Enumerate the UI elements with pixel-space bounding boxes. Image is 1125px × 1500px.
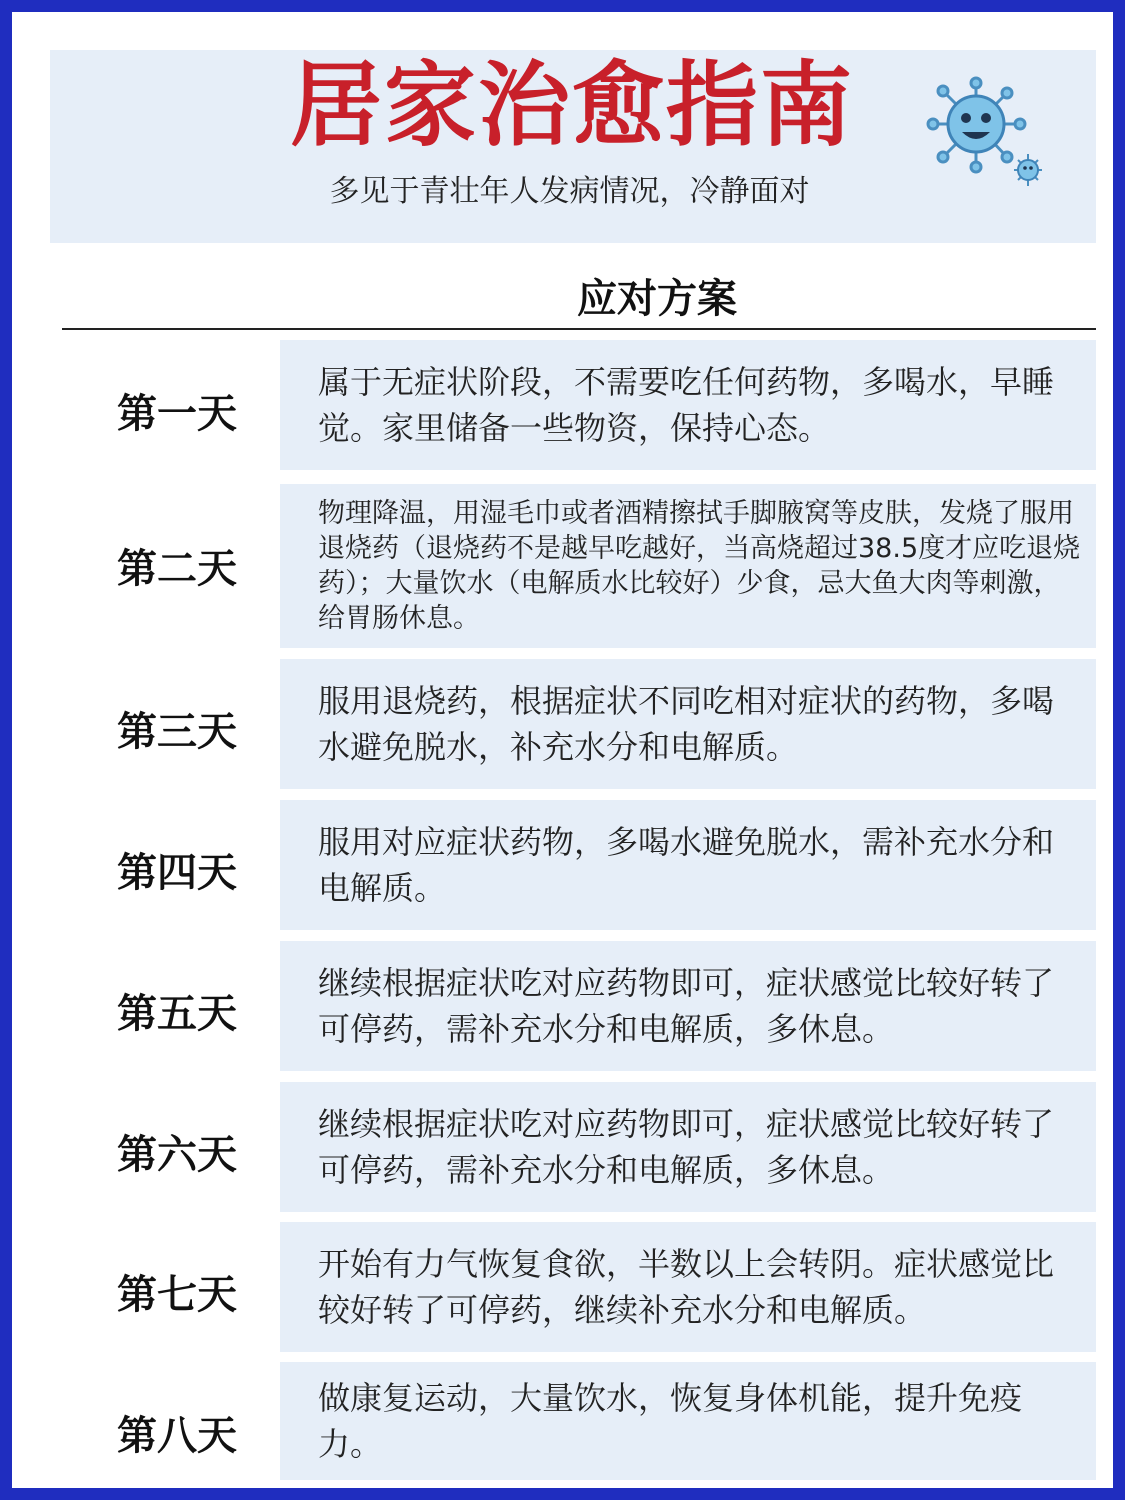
day-box [280, 484, 1096, 648]
day-label: 第一天 [117, 391, 237, 437]
day-text: 继续根据症状吃对应药物即可，症状感觉比较好转了可停药，需补充水分和电解质，多休息。 [318, 1105, 1055, 1189]
day-box [280, 1222, 1096, 1352]
page-subtitle: 多见于青壮年人发病情况，冷静面对 [329, 174, 810, 209]
day-label: 第七天 [117, 1272, 237, 1318]
day-text: 继续根据症状吃对应药物即可，症状感觉比较好转了可停药，需补充水分和电解质，多休息。 [318, 964, 1055, 1048]
day-text: 服用退烧药，根据症状不同吃相对症状的药物，多喝水避免脱水，补充水分和电解质。 [318, 682, 1055, 766]
day-text: 属于无症状阶段，不需要吃任何药物，多喝水，早睡觉。家里储备一些物资，保持心态。 [318, 363, 1055, 447]
day-text: 物理降温，用湿毛巾或者酒精擦拭手脚腋窝等皮肤，发烧了服用退烧药（退烧药不是越早吃越好，当高烧超过38.5度才应吃退烧药）；大量饮水（电解质水比较好）少食，忌大鱼大肉等刺激，给胃肠休息。 [318, 498, 1081, 634]
day-box [280, 340, 1096, 470]
page-title: 居家治愈指南 [289, 52, 854, 159]
day-label: 第二天 [117, 546, 237, 592]
virus-icon [924, 74, 1054, 192]
day-label: 第五天 [117, 991, 237, 1037]
day-box [280, 941, 1096, 1071]
day-box [280, 800, 1096, 930]
day-text: 做康复运动，大量饮水，恢复身体机能，提升免疫力。 [318, 1379, 1023, 1463]
day-label: 第三天 [117, 709, 237, 755]
day-label: 第四天 [117, 850, 237, 896]
day-text: 服用对应症状药物，多喝水避免脱水，需补充水分和电解质。 [318, 823, 1055, 907]
day-box [280, 1362, 1096, 1480]
day-label: 第六天 [117, 1132, 237, 1178]
divider [62, 328, 1096, 330]
section-title: 应对方案 [577, 276, 737, 322]
day-text: 开始有力气恢复食欲，半数以上会转阴。症状感觉比较好转了可停药，继续补充水分和电解质。 [318, 1245, 1055, 1329]
day-box [280, 1082, 1096, 1212]
day-box [280, 659, 1096, 789]
day-label: 第八天 [117, 1413, 237, 1459]
